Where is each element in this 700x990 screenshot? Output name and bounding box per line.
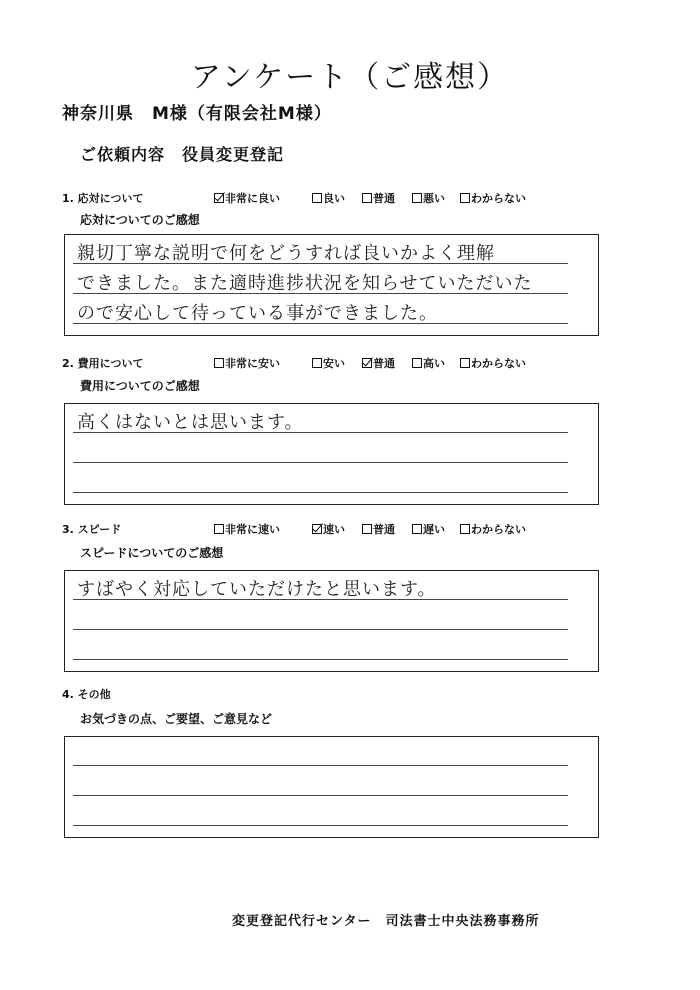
comment-line: 高くはないとは思います。 xyxy=(77,412,304,433)
q1-option-5[interactable]: わからない xyxy=(460,190,526,206)
question-2-comment-label: 費用についてのご感想 xyxy=(80,379,200,393)
checkbox-icon[interactable] xyxy=(362,193,372,203)
checkbox-icon[interactable] xyxy=(460,524,470,534)
question-3-comment-label: スピードについてのご感想 xyxy=(80,546,224,560)
question-1-label: 1. 応対について xyxy=(62,192,144,205)
request-details: ご依頼内容 役員変更登記 xyxy=(80,145,285,164)
q2-option-1[interactable]: 非常に安い xyxy=(214,355,280,371)
client-name: 神奈川県 M様（有限会社M様） xyxy=(62,104,332,124)
question-4-label: 4. その他 xyxy=(62,688,111,701)
checkbox-icon[interactable] xyxy=(214,524,224,534)
checkbox-icon[interactable] xyxy=(412,524,422,534)
checkbox-checked-icon[interactable] xyxy=(362,358,372,368)
question-4-comment-box[interactable] xyxy=(64,736,599,838)
question-1-comment-box[interactable] xyxy=(64,234,599,336)
question-2-label: 2. 費用について xyxy=(62,357,144,370)
checkbox-icon[interactable] xyxy=(214,358,224,368)
question-4-comment-label: お気づきの点、ご要望、ご意見など xyxy=(80,712,273,726)
question-1-row xyxy=(62,190,662,206)
question-3-row xyxy=(62,521,662,537)
survey-title: アンケート（ご感想） xyxy=(190,60,510,95)
office-name: 変更登記代行センター 司法書士中央法務事務所 xyxy=(232,914,540,929)
q3-option-1[interactable]: 非常に速い xyxy=(214,521,280,537)
q1-option-2[interactable]: 良い xyxy=(312,190,345,206)
comment-line: できました。また適時進捗状況を知らせていただいた xyxy=(77,273,533,294)
question-3-label: 3. スピード xyxy=(62,523,122,536)
checkbox-checked-icon[interactable] xyxy=(312,524,322,534)
q1-option-4[interactable]: 悪い xyxy=(412,190,445,206)
q3-option-5[interactable]: わからない xyxy=(460,521,526,537)
question-4-row xyxy=(62,686,662,702)
question-2-row xyxy=(62,355,662,371)
q3-option-4[interactable]: 遅い xyxy=(412,521,445,537)
q2-option-2[interactable]: 安い xyxy=(312,355,345,371)
checkbox-icon[interactable] xyxy=(412,358,422,368)
q3-option-2[interactable]: 速い xyxy=(312,521,345,537)
q1-option-3[interactable]: 普通 xyxy=(362,190,395,206)
checkbox-icon[interactable] xyxy=(312,358,322,368)
question-2-comment-box[interactable] xyxy=(64,403,599,505)
checkbox-icon[interactable] xyxy=(412,193,422,203)
comment-line: 親切丁寧な説明で何をどうすれば良いかよく理解 xyxy=(77,243,495,264)
checkbox-icon[interactable] xyxy=(460,358,470,368)
question-3-comment-box[interactable] xyxy=(64,570,599,672)
q2-option-5[interactable]: わからない xyxy=(460,355,526,371)
question-1-comment-label: 応対についてのご感想 xyxy=(80,213,200,227)
q2-option-4[interactable]: 高い xyxy=(412,355,445,371)
checkbox-icon[interactable] xyxy=(362,524,372,534)
checkbox-checked-icon[interactable] xyxy=(214,193,224,203)
comment-line: ので安心して待っている事ができました。 xyxy=(77,303,438,324)
checkbox-icon[interactable] xyxy=(460,193,470,203)
q1-option-1[interactable]: 非常に良い xyxy=(214,190,280,206)
q2-option-3[interactable]: 普通 xyxy=(362,355,395,371)
q3-option-3[interactable]: 普通 xyxy=(362,521,395,537)
comment-line: すばやく対応していただけたと思います。 xyxy=(77,579,437,600)
checkbox-icon[interactable] xyxy=(312,193,322,203)
